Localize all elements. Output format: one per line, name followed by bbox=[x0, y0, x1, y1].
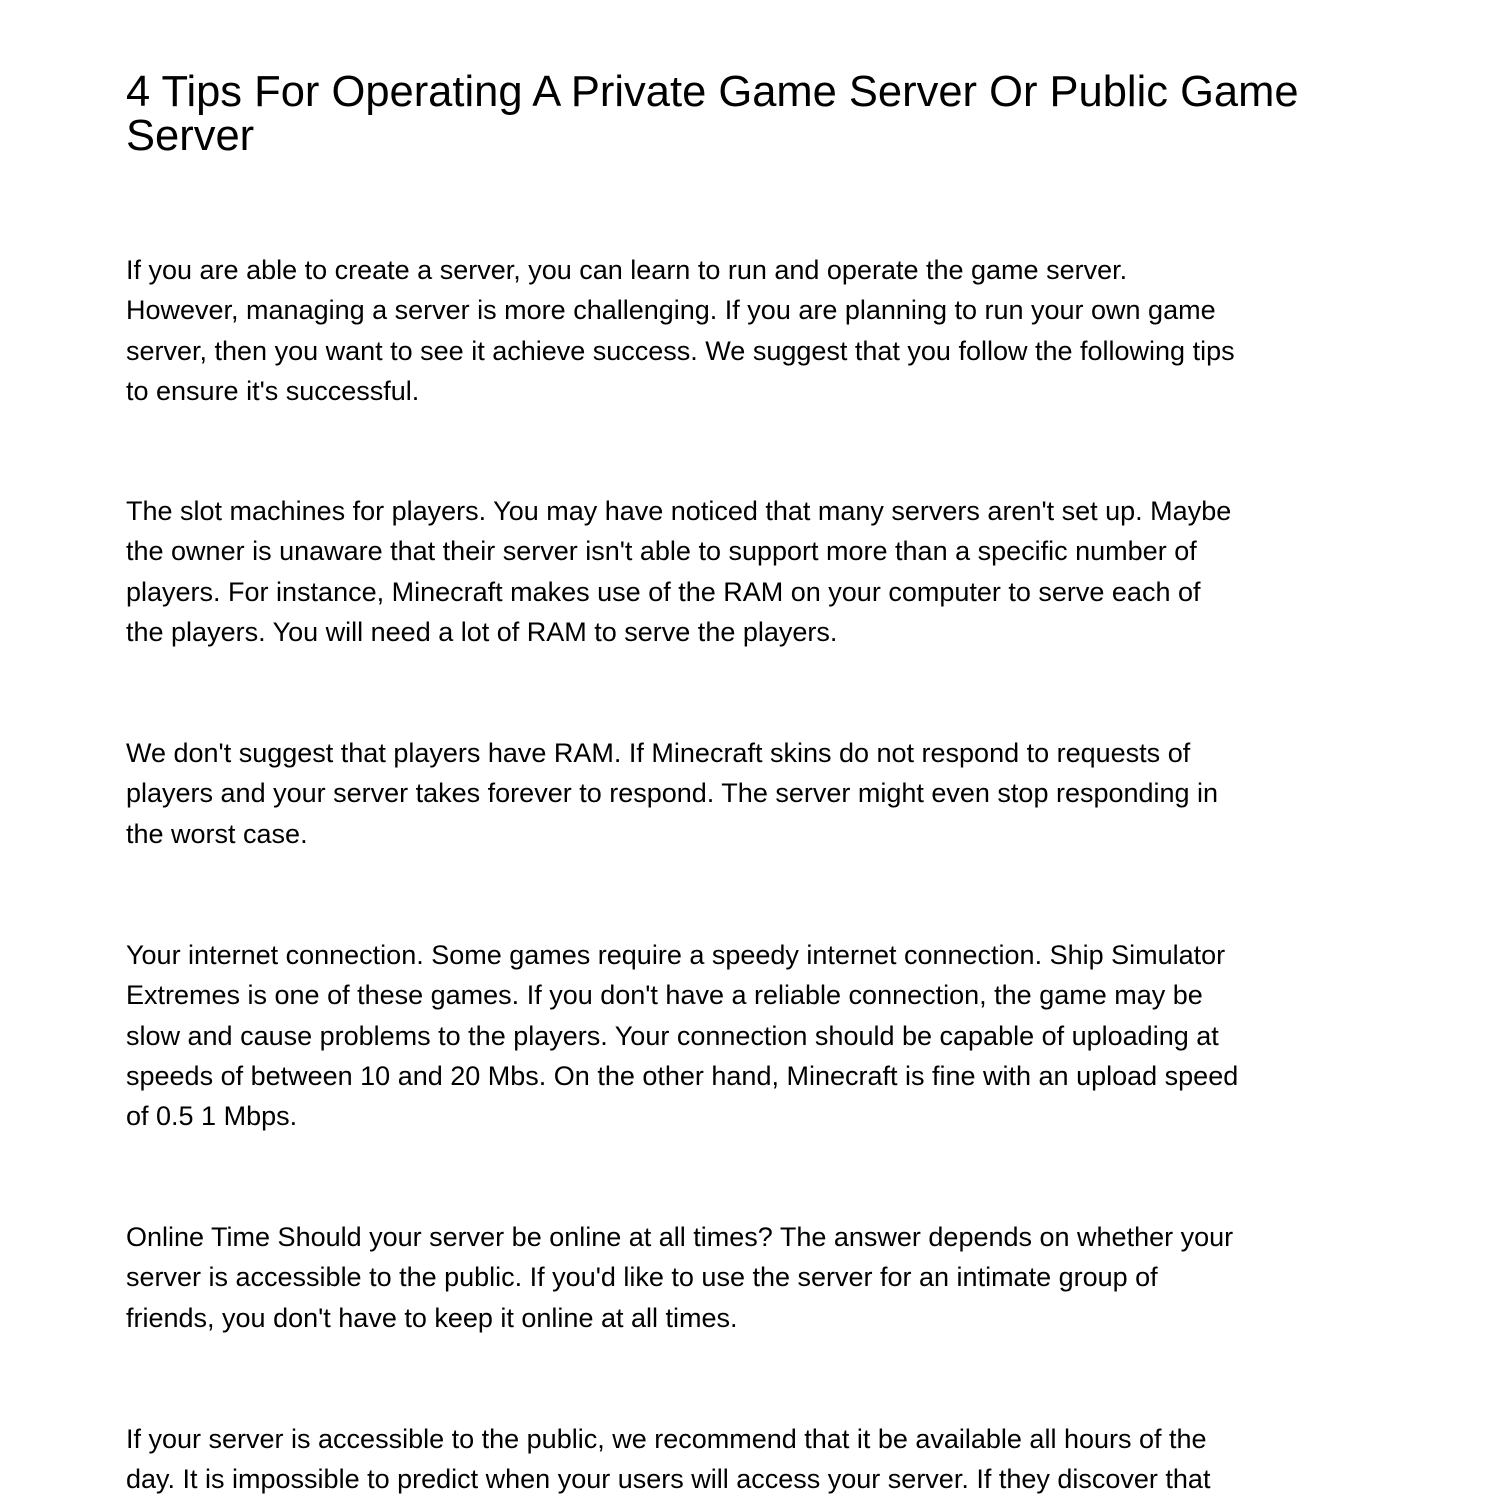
text-line: We don't suggest that players have RAM. If Minecraft skins do not respond to requests of bbox=[126, 738, 1191, 768]
text-line: If you are able to create a server, you can learn to run and operate the game server. bbox=[126, 255, 1128, 285]
title-line: 4 Tips For Operating A Private Game Server Or Public Game bbox=[126, 68, 1299, 116]
text-line: speeds of between 10 and 20 Mbs. On the other hand, Minecraft is fine with an upload speed bbox=[126, 1060, 1239, 1091]
text-line: the owner is unaware that their server isn't able to support more than a specific number of bbox=[126, 536, 1197, 567]
title-line: Server bbox=[126, 112, 255, 160]
text-line: If your server is accessible to the public, we recommend that it be available all hours of the bbox=[126, 1424, 1207, 1454]
paragraph-internet-connection bbox=[126, 935, 1378, 1136]
text-line: server, then you want to see it achieve success. We suggest that you follow the following tips bbox=[126, 335, 1235, 366]
paragraph-ram bbox=[126, 733, 1378, 854]
text-line: Your internet connection. Some games require a speedy internet connection. Ship Simulator bbox=[126, 940, 1226, 970]
text-line: slow and cause problems to the players. Your connection should be capable of uploading at bbox=[126, 1020, 1219, 1051]
text-line: friends, you don't have to keep it online at all times. bbox=[126, 1302, 738, 1333]
paragraph-online-time bbox=[126, 1217, 1378, 1338]
text-line: the worst case. bbox=[126, 818, 308, 849]
text-line: to ensure it's successful. bbox=[126, 375, 420, 406]
text-line: Extremes is one of these games. If you don't have a reliable connection, the game may be bbox=[126, 980, 1203, 1011]
paragraph-intro bbox=[126, 250, 1378, 411]
text-line: However, managing a server is more challenging. If you are planning to run your own game bbox=[126, 295, 1216, 326]
text-line: Online Time Should your server be online at all times? The answer depends on whether your bbox=[126, 1222, 1234, 1252]
text-line: of 0.5 1 Mbps. bbox=[126, 1101, 298, 1132]
text-line: players. For instance, Minecraft makes use of the RAM on your computer to serve each of bbox=[126, 576, 1201, 607]
text-line: day. It is impossible to predict when your users will access your server. If they discover that bbox=[126, 1464, 1211, 1495]
document-title bbox=[126, 70, 1378, 158]
paragraph-public-availability bbox=[126, 1419, 1378, 1500]
text-line: the players. You will need a lot of RAM to serve the players. bbox=[126, 616, 838, 647]
paragraph-player-slots bbox=[126, 491, 1378, 652]
text-line: The slot machines for players. You may have noticed that many servers aren't set up. Maybe bbox=[126, 496, 1232, 526]
text-line: players and your server takes forever to respond. The server might even stop responding in bbox=[126, 778, 1219, 809]
text-line: server is accessible to the public. If you'd like to use the server for an intimate group of bbox=[126, 1262, 1158, 1293]
